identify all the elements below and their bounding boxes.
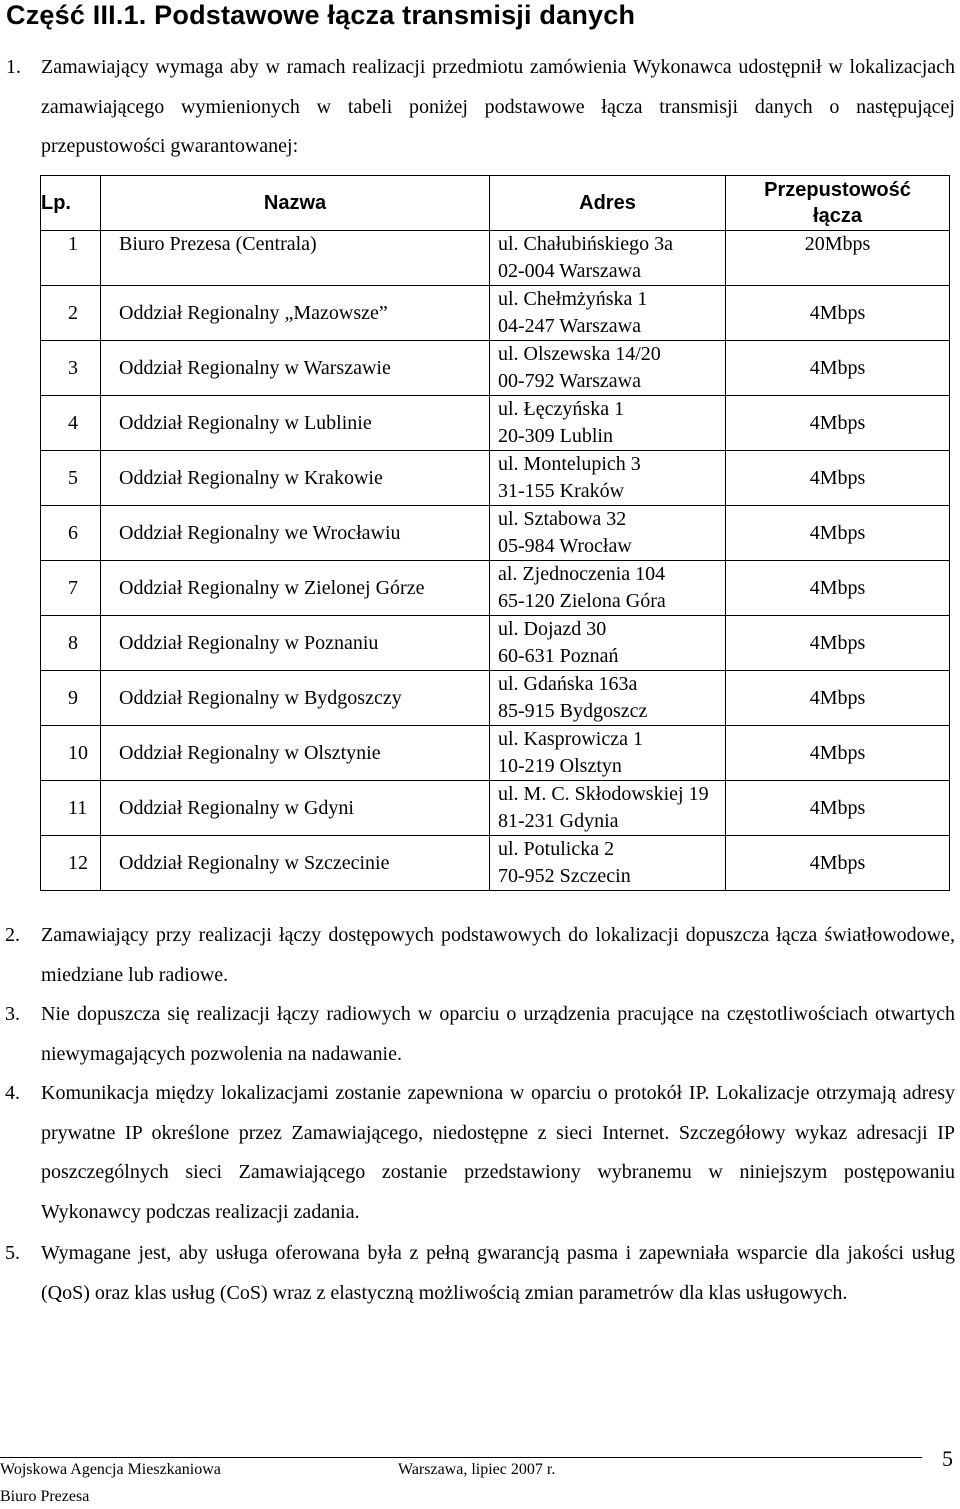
paragraph-text: Zamawiający przy realizacji łączy dostępowych podstawowych do lokalizacji dopuszcza łącza światłowodowe, miedziane lub radiowe. xyxy=(41,924,955,986)
row-number: 5 xyxy=(41,451,101,506)
address-street: ul. Sztabowa 32 xyxy=(498,508,627,530)
link-bandwidth: 4Mbps xyxy=(726,451,950,506)
location-name: Oddział Regionalny w Zielonej Górze xyxy=(101,561,490,616)
address-street: ul. Olszewska 14/20 xyxy=(498,343,661,365)
location-address xyxy=(490,671,726,726)
page-number: 5 xyxy=(942,1446,953,1471)
paragraph-5 xyxy=(0,1234,958,1313)
address-street: ul. Potulicka 2 xyxy=(498,838,615,860)
row-number: 8 xyxy=(41,616,101,671)
paragraph-2 xyxy=(0,916,958,995)
link-bandwidth: 4Mbps xyxy=(726,286,950,341)
table-header-row xyxy=(41,176,950,231)
link-bandwidth: 4Mbps xyxy=(726,506,950,561)
location-name: Oddział Regionalny w Krakowie xyxy=(101,451,490,506)
address-city: 85-915 Bydgoszcz xyxy=(498,700,648,722)
location-address xyxy=(490,506,726,561)
location-address xyxy=(490,341,726,396)
address-city: 10-219 Olsztyn xyxy=(498,755,622,777)
address-city: 81-231 Gdynia xyxy=(498,810,619,832)
location-address xyxy=(490,286,726,341)
table-row xyxy=(41,561,950,616)
address-street: ul. Łęczyńska 1 xyxy=(498,398,625,420)
paragraph-number: 5. xyxy=(5,1242,20,1264)
address-street: ul. Kasprowicza 1 xyxy=(498,728,643,750)
table-row xyxy=(41,506,950,561)
location-address xyxy=(490,781,726,836)
address-street: ul. Chełmżyńska 1 xyxy=(498,288,648,310)
footer-divider xyxy=(0,1457,922,1458)
section-heading: Część III.1. Podstawowe łącza transmisji danych xyxy=(6,0,636,30)
row-number: 2 xyxy=(41,286,101,341)
header-lp: Lp. xyxy=(41,176,101,231)
location-address xyxy=(490,616,726,671)
link-bandwidth: 4Mbps xyxy=(726,836,950,891)
location-name: Oddział Regionalny w Lublinie xyxy=(101,396,490,451)
address-city: 04-247 Warszawa xyxy=(498,315,641,337)
link-bandwidth: 4Mbps xyxy=(726,726,950,781)
table-row xyxy=(41,781,950,836)
paragraph-text: Komunikacja między lokalizacjami zostanie zapewniona w oparciu o protokół IP. Lokalizacje otrzymają adresy prywatne IP określone przez Zamawiającego, niedostępne z sieci Internet. Szczegółowy wykaz adresacji IP poszczególnych sieci Zamawiającego zostanie przedstawiony wybranemu w niniejszym postępowaniu Wykonawcy podczas realizacji zadania. xyxy=(41,1082,955,1223)
location-name: Oddział Regionalny „Mazowsze” xyxy=(101,286,490,341)
location-name: Biuro Prezesa (Centrala) xyxy=(101,231,490,286)
header-speed xyxy=(726,176,950,231)
paragraph-4 xyxy=(0,1074,958,1232)
paragraph-number: 1. xyxy=(6,56,21,78)
address-city: 05-984 Wrocław xyxy=(498,535,632,557)
paragraph-number: 4. xyxy=(5,1082,20,1104)
paragraph-text: Zamawiający wymaga aby w ramach realizacji przedmiotu zamówienia Wykonawca udostępnił w lokalizacjach zamawiającego wymienionych w tabeli poniżej podstawowe łącza transmisji danych o następującej przepustowości gwarantowanej: xyxy=(41,56,955,157)
header-name: Nazwa xyxy=(101,176,490,231)
paragraph-number: 3. xyxy=(5,1003,20,1025)
location-name: Oddział Regionalny we Wrocławiu xyxy=(101,506,490,561)
link-bandwidth: 4Mbps xyxy=(726,616,950,671)
table-row xyxy=(41,341,950,396)
paragraph-text: Wymagane jest, aby usługa oferowana była z pełną gwarancją pasma i zapewniała wsparcie dla jakości usług (QoS) oraz klas usług (CoS) wraz z elastyczną możliwością zmian parametrów dla klas usługowych. xyxy=(41,1242,955,1304)
table-row xyxy=(41,836,950,891)
location-name: Oddział Regionalny w Olsztynie xyxy=(101,726,490,781)
address-street: ul. Gdańska 163a xyxy=(498,673,638,695)
address-city: 60-631 Poznań xyxy=(498,645,619,667)
table-row xyxy=(41,451,950,506)
table-row xyxy=(41,616,950,671)
row-number: 4 xyxy=(41,396,101,451)
paragraph-3 xyxy=(0,995,958,1074)
row-number: 6 xyxy=(41,506,101,561)
paragraph-text: Nie dopuszcza się realizacji łączy radiowych w oparciu o urządzenia pracujące na częstotliwościach otwartych niewymagających pozwolenia na nadawanie. xyxy=(41,1003,955,1065)
location-name: Oddział Regionalny w Poznaniu xyxy=(101,616,490,671)
row-number: 9 xyxy=(41,671,101,726)
address-city: 70-952 Szczecin xyxy=(498,865,631,887)
address-city: 31-155 Kraków xyxy=(498,480,625,502)
link-bandwidth: 4Mbps xyxy=(726,341,950,396)
link-bandwidth: 4Mbps xyxy=(726,396,950,451)
row-number: 11 xyxy=(41,781,101,836)
link-bandwidth: 4Mbps xyxy=(726,561,950,616)
table-row xyxy=(41,231,950,286)
data-links-table xyxy=(40,175,950,891)
location-name: Oddział Regionalny w Warszawie xyxy=(101,341,490,396)
row-number: 3 xyxy=(41,341,101,396)
location-address xyxy=(490,451,726,506)
link-bandwidth: 20Mbps xyxy=(726,231,950,286)
address-street: al. Zjednoczenia 104 xyxy=(498,563,666,585)
table-row xyxy=(41,396,950,451)
location-address xyxy=(490,836,726,891)
row-number: 7 xyxy=(41,561,101,616)
address-city: 65-120 Zielona Góra xyxy=(498,590,666,612)
link-bandwidth: 4Mbps xyxy=(726,781,950,836)
footer-department: Biuro Prezesa xyxy=(0,1488,90,1505)
row-number: 12 xyxy=(41,836,101,891)
table-row xyxy=(41,286,950,341)
paragraph-number: 2. xyxy=(5,924,20,946)
location-name: Oddział Regionalny w Gdyni xyxy=(101,781,490,836)
location-name: Oddział Regionalny w Bydgoszczy xyxy=(101,671,490,726)
location-address xyxy=(490,231,726,286)
footer-organization: Wojskowa Agencja Mieszkaniowa xyxy=(0,1461,221,1478)
row-number: 10 xyxy=(41,726,101,781)
paragraph-1 xyxy=(0,48,958,167)
location-name: Oddział Regionalny w Szczecinie xyxy=(101,836,490,891)
location-address xyxy=(490,396,726,451)
header-address: Adres xyxy=(490,176,726,231)
table-row xyxy=(41,726,950,781)
header-speed-line2: łącza xyxy=(813,205,862,227)
footer-place-date: Warszawa, lipiec 2007 r. xyxy=(398,1461,556,1478)
address-city: 02-004 Warszawa xyxy=(498,260,641,282)
header-speed-line1: Przepustowość xyxy=(764,179,911,201)
address-city: 20-309 Lublin xyxy=(498,425,613,447)
address-street: ul. Dojazd 30 xyxy=(498,618,607,640)
table-row xyxy=(41,671,950,726)
address-city: 00-792 Warszawa xyxy=(498,370,641,392)
address-street: ul. Montelupich 3 xyxy=(498,453,641,475)
location-address xyxy=(490,726,726,781)
address-street: ul. M. C. Skłodowskiej 19 xyxy=(498,783,709,805)
address-street: ul. Chałubińskiego 3a xyxy=(498,233,673,255)
link-bandwidth: 4Mbps xyxy=(726,671,950,726)
location-address xyxy=(490,561,726,616)
row-number: 1 xyxy=(41,231,101,286)
